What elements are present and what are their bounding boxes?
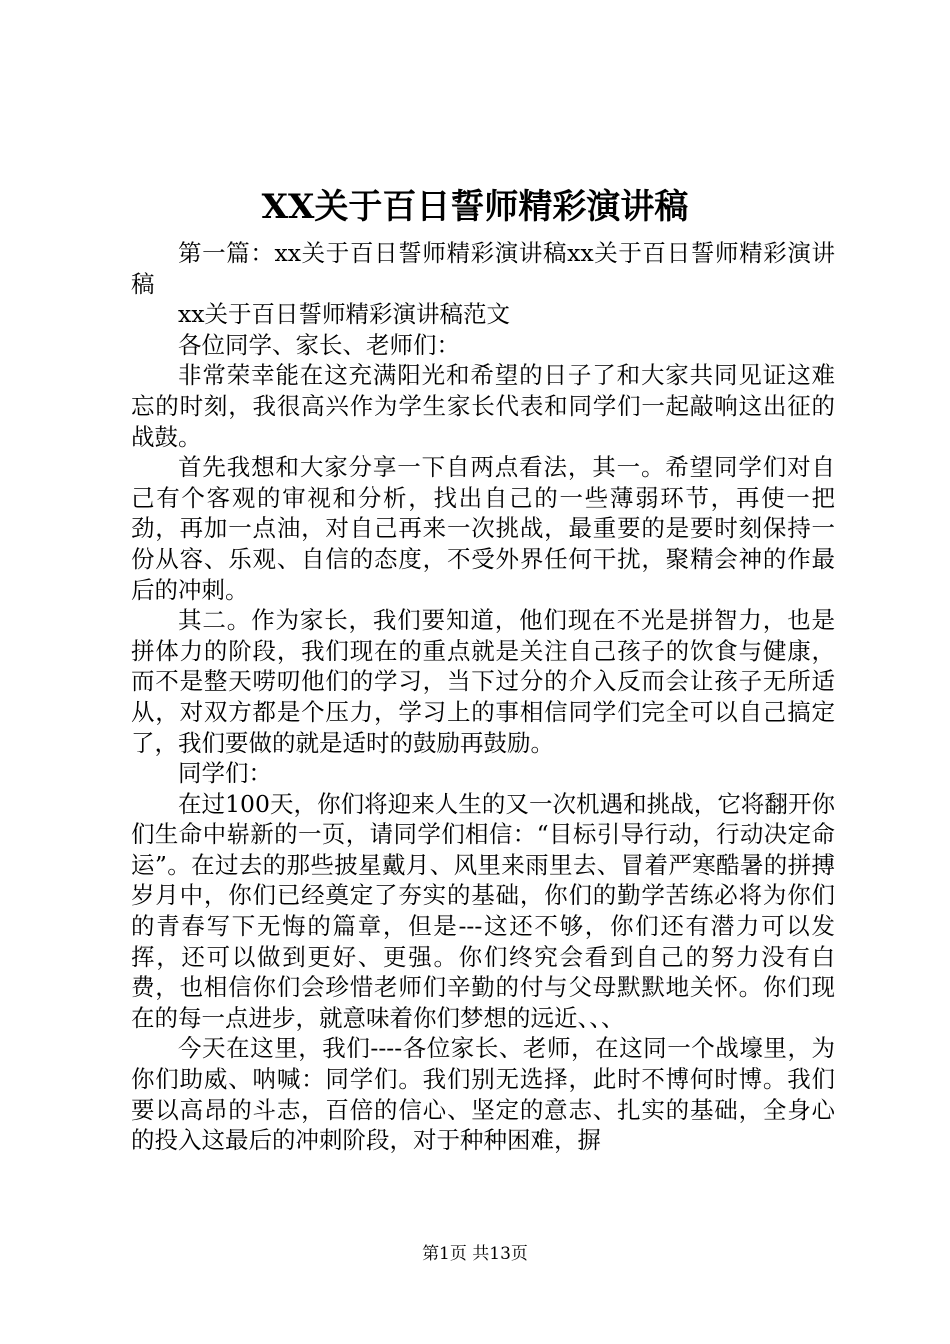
document-title: XX关于百日誓师精彩演讲稿	[261, 187, 689, 227]
paragraph-salutation: 各位同学、家长、老师们：	[178, 330, 460, 359]
paragraph-point-one: 首先我想和大家分享一下自两点看法，其一。希望同学们对自己有个客观的审视和分析，找出自己的一些薄弱环节，再使一把劲，再加一点油，对自己再来一次挑战，最重要的是要时刻保持一份从容、乐观、自信的态度，不受外界任何干扰，聚精会神的作最后的冲刺。	[131, 453, 835, 604]
paragraph-subtitle: xx关于百日誓师精彩演讲稿范文	[178, 300, 511, 329]
paragraph-heading-first-part: 第一篇：xx关于百日誓师精彩演讲稿xx关于百日誓师精彩演讲稿	[131, 239, 835, 298]
paragraph-today: 今天在这里，我们----各位家长、老师，在这同一个战壕里，为你们助威、呐喊：同学们。我们别无选择，此时不博何时博。我们要以高昂的斗志，百倍的信心、坚定的意志、扎实的基础，全身心的投入这最后的冲刺阶段，对于种种困难，摒	[131, 1034, 835, 1155]
paragraph-opening: 非常荣幸能在这充满阳光和希望的日子了和大家共同见证这难忘的时刻，我很高兴作为学生家长代表和同学们一起敲响这出征的战鼓。	[131, 361, 835, 451]
paragraph-hundred-days: 在过100天，你们将迎来人生的又一次机遇和挑战，它将翻开你们生命中崭新的一页，请同学们相信：“目标引导行动，行动决定命运”。在过去的那些披星戴月、风里来雨里去、冒着严寒酷暑的拼搏岁月中，你们已经奠定了夯实的基础，你们的勤学苦练必将为你们的青春写下无悔的篇章，但是---这还不够，你们还有潜力可以发挥，还可以做到更好、更强。你们终究会看到自己的努力没有白费，也相信你们会珍惜老师们辛勤的付与父母默默地关怀。你们现在的每一点进步，就意味着你们梦想的远近、、、	[131, 789, 835, 1032]
paragraph-address-students: 同学们：	[178, 759, 272, 788]
page-number-footer: 第1页 共13页	[422, 1244, 528, 1264]
paragraph-point-two: 其二。作为家长，我们要知道，他们现在不光是拼智力，也是拼体力的阶段，我们现在的重点就是关注自己孩子的饮食与健康，而不是整天唠叨他们的学习，当下过分的介入反而会让孩子无所适从，对双方都是个压力，学习上的事相信同学们完全可以自己搞定了，我们要做的就是适时的鼓励再鼓励。	[131, 606, 835, 757]
document-body	[131, 238, 835, 1156]
